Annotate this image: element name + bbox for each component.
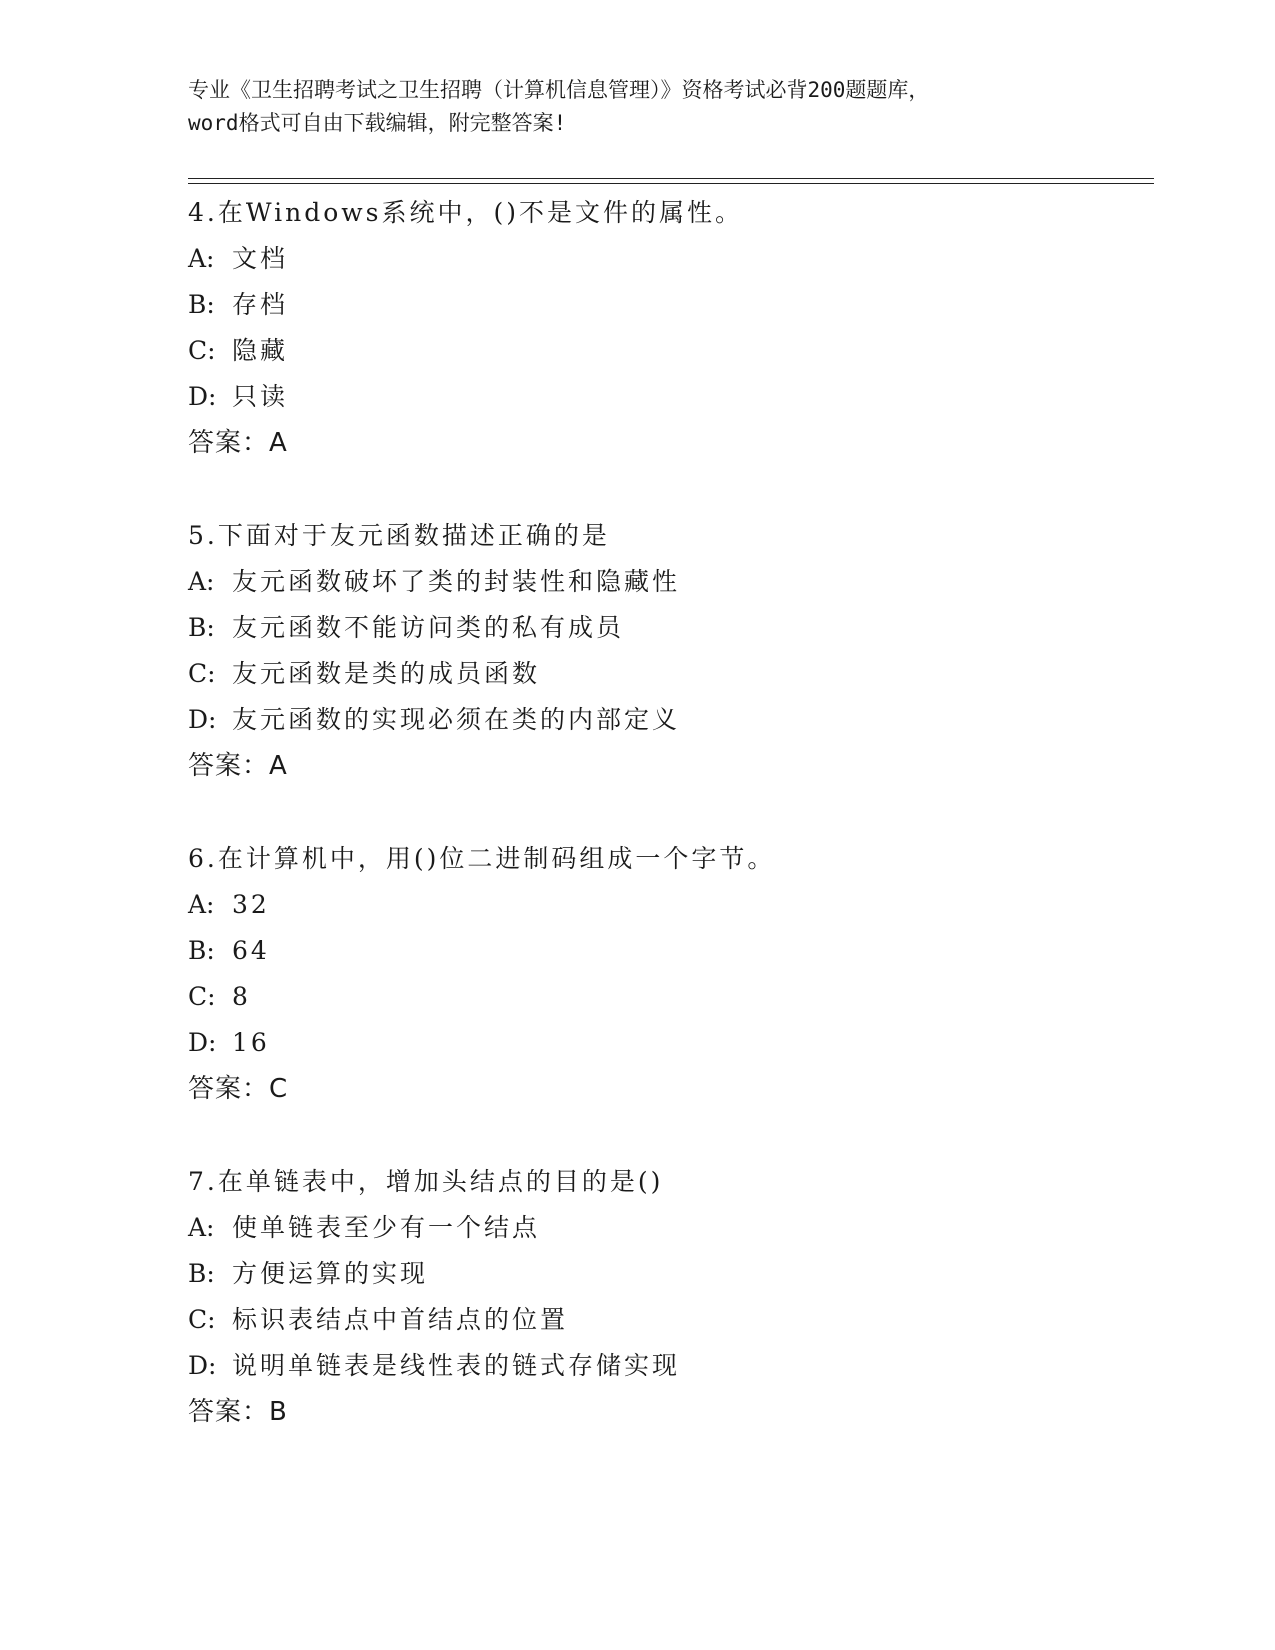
option-b	[188, 282, 1148, 328]
option-text: 友元函数是类的成员函数	[232, 659, 541, 688]
header-title-line-1: 专业《卫生招聘考试之卫生招聘（计算机信息管理）》资格考试必背200题题库，	[188, 78, 930, 102]
answer-line	[188, 420, 1148, 466]
option-letter: C:	[188, 659, 216, 688]
option-letter: A:	[188, 890, 215, 919]
answer-value: A	[269, 428, 287, 458]
option-text: 64	[232, 936, 270, 965]
document-header	[188, 74, 1088, 140]
header-divider-top	[188, 178, 1154, 179]
header-divider-bottom	[188, 183, 1154, 184]
header-title-line-2: word格式可自由下载编辑，附完整答案!	[188, 111, 567, 135]
answer-label: 答案：	[188, 751, 270, 781]
option-text: 友元函数的实现必须在类的内部定义	[232, 705, 681, 734]
option-text: 8	[232, 982, 251, 1011]
answer-label: 答案：	[188, 1074, 270, 1104]
answer-line	[188, 1066, 1148, 1112]
option-letter: B:	[188, 1259, 215, 1288]
option-letter: D:	[188, 382, 217, 411]
option-letter: A:	[188, 567, 215, 596]
option-text: 说明单链表是线性表的链式存储实现	[232, 1351, 681, 1380]
question-block	[188, 190, 1148, 466]
option-letter: B:	[188, 290, 215, 319]
answer-label: 答案：	[188, 1397, 270, 1427]
option-text: 32	[232, 890, 270, 919]
option-letter: A:	[188, 1213, 215, 1242]
option-letter: D:	[188, 1028, 217, 1057]
answer-value: C	[269, 1074, 288, 1104]
option-letter: C:	[188, 336, 216, 365]
option-c	[188, 651, 1148, 697]
option-a	[188, 1205, 1148, 1251]
option-text: 只读	[232, 382, 289, 411]
option-letter: B:	[188, 613, 215, 642]
option-letter: B:	[188, 936, 215, 965]
option-c	[188, 1297, 1148, 1343]
option-b	[188, 1251, 1148, 1297]
option-letter: D:	[188, 705, 217, 734]
option-d	[188, 1020, 1148, 1066]
option-text: 使单链表至少有一个结点	[232, 1213, 541, 1242]
option-text: 存档	[232, 290, 289, 319]
option-letter: A:	[188, 244, 215, 273]
answer-value: A	[269, 751, 287, 781]
option-a	[188, 559, 1148, 605]
option-a	[188, 882, 1148, 928]
option-text: 友元函数破坏了类的封装性和隐藏性	[232, 567, 681, 596]
question-block	[188, 513, 1148, 789]
option-c	[188, 974, 1148, 1020]
option-text: 友元函数不能访问类的私有成员	[232, 613, 625, 642]
question-stem: 5.下面对于友元函数描述正确的是	[188, 521, 610, 550]
answer-label: 答案：	[188, 428, 270, 458]
option-d	[188, 374, 1148, 420]
option-d	[188, 1343, 1148, 1389]
question-list	[188, 190, 1148, 1482]
option-a	[188, 236, 1148, 282]
option-text: 隐藏	[232, 336, 289, 365]
question-block	[188, 1159, 1148, 1435]
question-block	[188, 836, 1148, 1112]
option-d	[188, 697, 1148, 743]
question-stem: 7.在单链表中，增加头结点的目的是()	[188, 1167, 664, 1196]
option-b	[188, 928, 1148, 974]
question-stem: 6.在计算机中，用()位二进制码组成一个字节。	[188, 844, 776, 873]
option-c	[188, 328, 1148, 374]
option-text: 16	[232, 1028, 270, 1057]
option-letter: D:	[188, 1351, 217, 1380]
answer-line	[188, 743, 1148, 789]
option-letter: C:	[188, 982, 216, 1011]
option-text: 文档	[232, 244, 289, 273]
option-text: 标识表结点中首结点的位置	[232, 1305, 569, 1334]
option-b	[188, 605, 1148, 651]
option-text: 方便运算的实现	[232, 1259, 429, 1288]
answer-value: B	[269, 1397, 287, 1427]
option-letter: C:	[188, 1305, 216, 1334]
answer-line	[188, 1389, 1148, 1435]
question-stem: 4.在Windows系统中，()不是文件的属性。	[188, 198, 743, 227]
